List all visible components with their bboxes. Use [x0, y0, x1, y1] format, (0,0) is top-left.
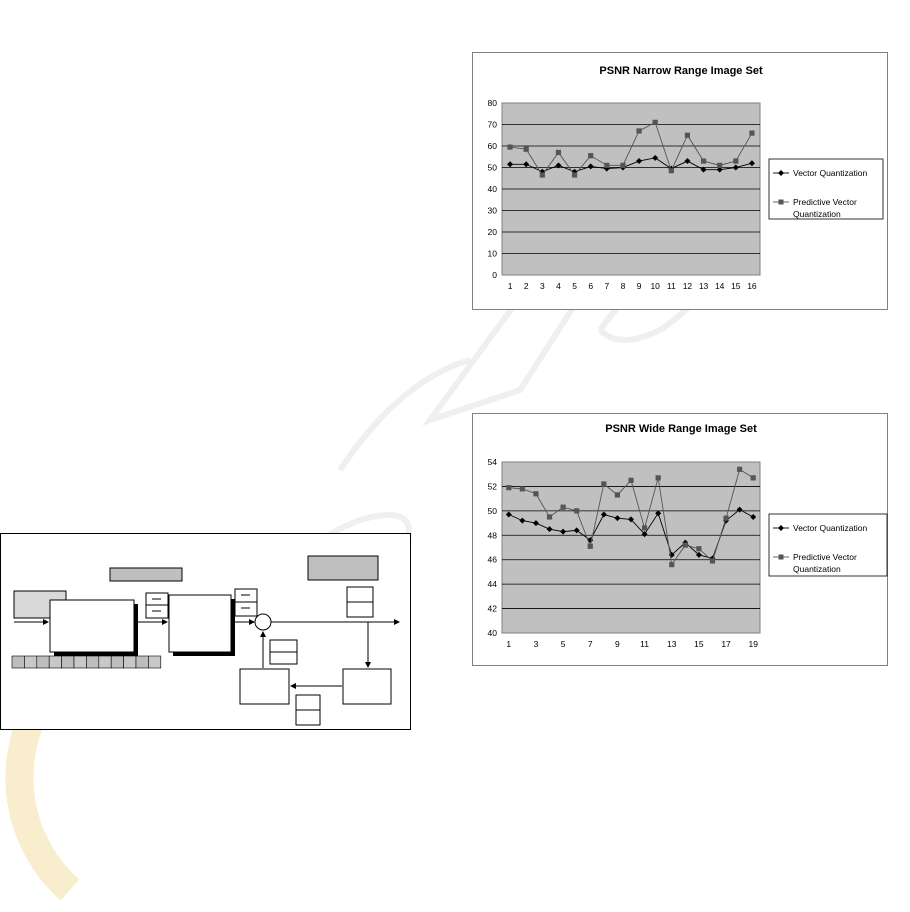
- block-diagram-svg: [1, 534, 412, 731]
- y-tick-label: 40: [487, 628, 497, 638]
- data-point-pvq: [685, 133, 690, 138]
- x-tick-label: 5: [572, 281, 577, 291]
- y-tick-label: 44: [487, 579, 497, 590]
- x-tick-label: 15: [731, 281, 741, 291]
- x-tick-label: 11: [640, 639, 649, 649]
- x-tick-label: 15: [694, 639, 704, 649]
- bitstream-segment: [12, 656, 24, 668]
- data-point-pvq: [656, 475, 661, 480]
- data-point-pvq: [710, 558, 715, 563]
- data-point-pvq: [540, 172, 545, 177]
- data-point-pvq: [669, 562, 674, 567]
- x-tick-label: 9: [636, 281, 642, 291]
- narrow-range-chart-svg: [473, 53, 889, 311]
- bitstream-segment: [49, 656, 61, 668]
- bitstream-segment: [99, 656, 111, 668]
- data-point-pvq: [572, 172, 577, 177]
- data-point-pvq: [524, 147, 529, 152]
- bitstream-segment: [74, 656, 86, 668]
- y-tick-label: 0: [492, 270, 497, 280]
- y-tick-label: 42: [487, 603, 497, 614]
- data-point-pvq: [696, 546, 701, 551]
- x-tick-label: 7: [604, 281, 610, 291]
- x-tick-label: 8: [620, 281, 626, 291]
- data-point-pvq: [737, 467, 742, 472]
- codec-block-diagram: [0, 533, 411, 730]
- legend-label: Predictive Vector Quantization: [793, 197, 857, 219]
- y-tick-label: 30: [487, 205, 497, 216]
- data-point-pvq: [733, 158, 738, 163]
- data-point-pvq: [653, 120, 658, 125]
- data-point-pvq: [620, 163, 625, 168]
- data-point-pvq: [588, 153, 593, 158]
- encoder-block-1: [50, 600, 134, 652]
- legend-marker: [779, 555, 784, 560]
- chart-title: PSNR Narrow Range Image Set: [599, 65, 763, 77]
- data-point-pvq: [683, 542, 688, 547]
- legend-label: Vector Quantization: [793, 168, 868, 178]
- x-tick-label: 13: [698, 281, 709, 291]
- bitstream-segment: [62, 656, 74, 668]
- data-point-pvq: [615, 492, 620, 497]
- summing-node: [255, 614, 271, 630]
- data-point-pvq: [574, 508, 579, 513]
- y-tick-label: 50: [487, 505, 497, 516]
- label-box-center: [110, 568, 182, 581]
- x-tick-label: 1: [506, 639, 512, 649]
- x-tick-label: 11: [666, 281, 676, 291]
- data-point-pvq: [751, 475, 756, 480]
- y-tick-label: 52: [487, 481, 497, 492]
- data-point-pvq: [636, 128, 641, 133]
- data-point-pvq: [520, 486, 525, 491]
- y-tick-label: 46: [487, 554, 497, 565]
- x-tick-label: 1: [507, 281, 513, 291]
- x-tick-label: 16: [747, 281, 757, 291]
- data-point-pvq: [749, 131, 754, 136]
- x-tick-label: 2: [523, 281, 529, 291]
- x-tick-label: 17: [721, 639, 731, 649]
- predictor-block: [343, 669, 391, 704]
- label-box-right: [308, 556, 378, 580]
- data-point-pvq: [588, 544, 593, 549]
- wide-range-chart: [472, 413, 888, 666]
- legend-marker: [779, 200, 784, 205]
- y-tick-label: 10: [487, 248, 497, 259]
- data-point-pvq: [556, 150, 561, 155]
- y-tick-label: 20: [487, 227, 497, 237]
- y-tick-label: 70: [487, 119, 497, 130]
- y-tick-label: 80: [487, 98, 497, 108]
- x-tick-label: 4: [556, 281, 561, 291]
- encoder-block-2: [169, 595, 231, 652]
- y-tick-label: 40: [487, 184, 497, 194]
- data-point-pvq: [604, 163, 609, 168]
- narrow-range-chart: [472, 52, 888, 310]
- data-point-pvq: [561, 505, 566, 510]
- bitstream-segment: [24, 656, 36, 668]
- data-point-pvq: [533, 491, 538, 496]
- y-tick-label: 48: [487, 530, 497, 541]
- plot-area: [502, 462, 760, 633]
- bitstream-segment: [86, 656, 98, 668]
- data-point-pvq: [601, 481, 606, 486]
- data-point-pvq: [507, 144, 512, 149]
- x-tick-label: 3: [533, 639, 539, 649]
- x-tick-label: 3: [539, 281, 545, 291]
- data-point-pvq: [506, 485, 511, 490]
- x-tick-label: 13: [667, 639, 677, 649]
- x-tick-label: 14: [714, 281, 725, 291]
- data-point-pvq: [701, 158, 706, 163]
- chart-title: PSNR Wide Range Image Set: [605, 423, 757, 435]
- legend-label: Predictive Vector Quantization: [793, 552, 857, 574]
- x-tick-label: 10: [650, 281, 660, 291]
- legend-label: Vector Quantization: [793, 523, 868, 533]
- bitstream-segments: [12, 656, 161, 668]
- data-point-pvq: [717, 163, 722, 168]
- x-tick-label: 6: [588, 281, 594, 291]
- data-point-pvq: [628, 478, 633, 483]
- bitstream-segment: [124, 656, 136, 668]
- bitstream-segment: [136, 656, 148, 668]
- bitstream-segment: [148, 656, 160, 668]
- bitstream-segment: [111, 656, 123, 668]
- x-tick-label: 5: [560, 639, 566, 649]
- bitstream-segment: [37, 656, 49, 668]
- y-tick-label: 60: [487, 141, 497, 151]
- data-point-pvq: [547, 514, 552, 519]
- data-point-pvq: [669, 168, 674, 173]
- data-point-pvq: [723, 516, 728, 521]
- y-tick-label: 54: [487, 457, 497, 467]
- x-tick-label: 19: [748, 639, 758, 649]
- y-tick-label: 50: [487, 162, 497, 173]
- decoder-block: [240, 669, 289, 704]
- data-point-pvq: [642, 525, 647, 530]
- wide-range-chart-svg: [473, 414, 889, 667]
- x-tick-label: 7: [587, 639, 593, 649]
- x-tick-label: 12: [682, 281, 693, 291]
- x-tick-label: 9: [615, 639, 620, 649]
